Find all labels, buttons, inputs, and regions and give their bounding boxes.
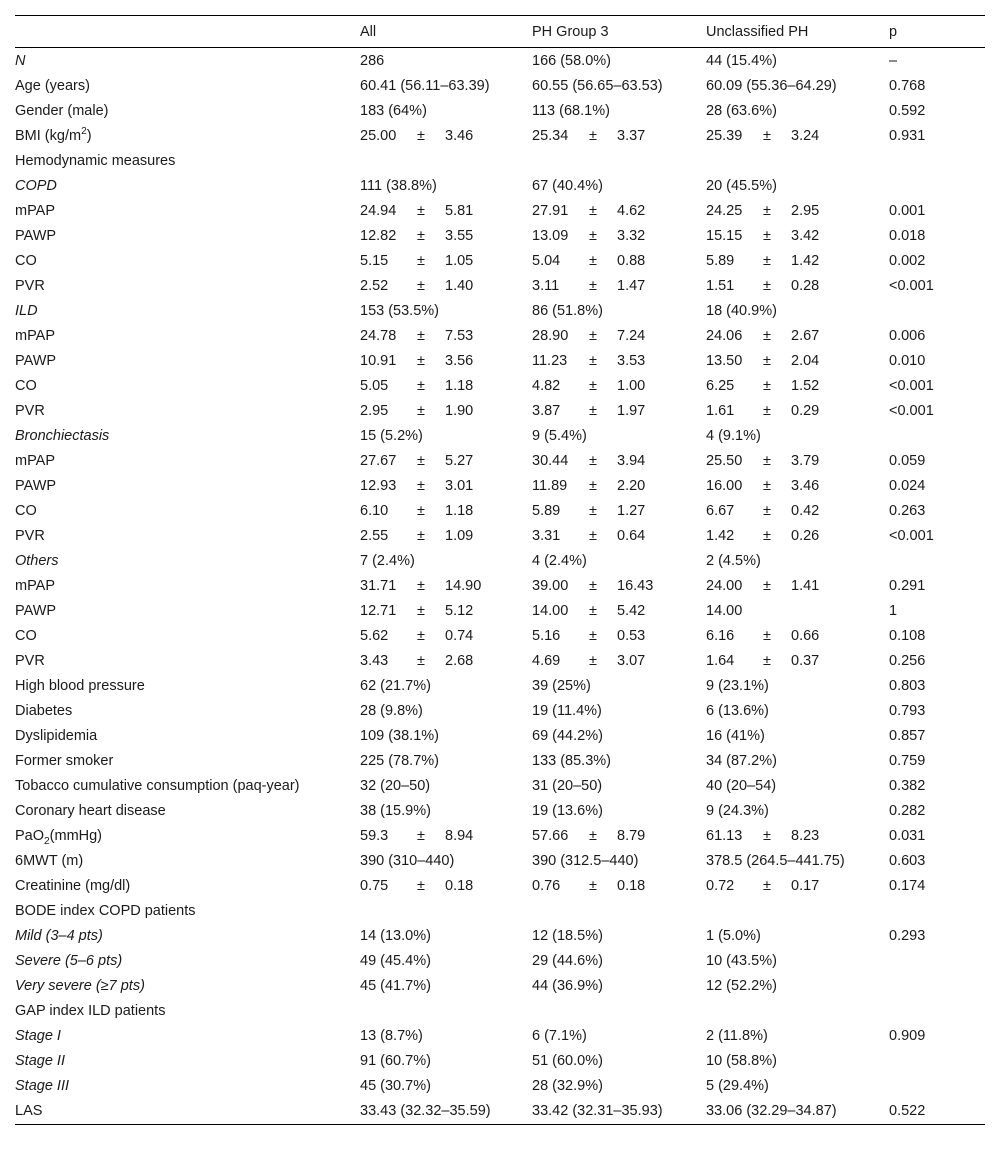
cell-ph-group-3: 3.31 ± 0.64: [532, 527, 646, 544]
cell-p-value: 0.382: [889, 777, 926, 794]
table-row: [15, 123, 985, 148]
row-label: Very severe (≥7 pts): [15, 977, 145, 994]
cell-ph-group-3: 19 (11.4%): [532, 702, 602, 719]
cell-unclassified-ph: 9 (23.1%): [706, 677, 769, 694]
cell-ph-group-3: 60.55 (56.65–63.53): [532, 77, 663, 94]
table-row: [15, 198, 985, 223]
cell-unclassified-ph: 10 (58.8%): [706, 1052, 777, 1069]
cell-p-value: [889, 423, 985, 448]
row-label: Former smoker: [15, 752, 114, 769]
cell-ph-group-3: 19 (13.6%): [532, 802, 603, 819]
table-row: [15, 1023, 985, 1048]
header-unclassified-ph: Unclassified PH: [706, 24, 809, 40]
cell-ph-group-3: 12 (18.5%): [532, 927, 603, 944]
cell-all: 12.82 ± 3.55: [360, 227, 474, 244]
cell-all: 5.05 ± 1.18: [360, 377, 474, 394]
cell-unclassified-ph: 12 (52.2%): [706, 977, 777, 994]
cell-unclassified-ph: 40 (20–54): [706, 777, 777, 794]
cell-all: 225 (78.7%): [360, 752, 439, 769]
cell-all: 2.95 ± 1.90: [360, 402, 474, 419]
cell-all: 38 (15.9%): [360, 802, 431, 819]
cell-ph-group-3: 33.42 (32.31–35.93): [532, 1102, 663, 1119]
cell-unclassified-ph: 6.25 ± 1.52: [706, 377, 820, 394]
cell-all: 6.10 ± 1.18: [360, 502, 474, 519]
cell-all: 2.52 ± 1.40: [360, 277, 474, 294]
row-label: ILD: [15, 302, 38, 319]
cell-all: 15 (5.2%): [360, 427, 423, 444]
cell-ph-group-3: 86 (51.8%): [532, 302, 603, 319]
cell-all: 5.15 ± 1.05: [360, 252, 474, 269]
header-row: [15, 16, 985, 48]
cell-all: 24.78 ± 7.53: [360, 327, 474, 344]
cell-unclassified-ph: 20 (45.5%): [706, 177, 777, 194]
table-row: [15, 273, 985, 298]
table-row: [15, 223, 985, 248]
table-row: [15, 923, 985, 948]
cell-all: [360, 998, 532, 1023]
row-label: BMI $(kg/m^2)$: [15, 125, 92, 144]
cell-ph-group-3: 13.09 ± 3.32: [532, 227, 646, 244]
cell-ph-group-3: 29 (44.6%): [532, 952, 603, 969]
header-ph-group-3: PH Group 3: [532, 24, 609, 40]
cell-unclassified-ph: 25.50 ± 3.79: [706, 452, 820, 469]
cell-all: 286: [360, 52, 385, 69]
cell-all: 59.3 ± 8.94: [360, 827, 474, 844]
row-label: PAWP: [15, 477, 57, 494]
cell-unclassified-ph: 44 (15.4%): [706, 52, 777, 69]
cell-unclassified-ph: 16 (41%): [706, 727, 765, 744]
row-label: Creatinine (mg/dl): [15, 877, 131, 894]
cell-p-value: 0.031: [889, 827, 926, 844]
row-label: N: [15, 52, 26, 69]
cell-unclassified-ph: 24.00 ± 1.41: [706, 577, 820, 594]
table-row: [15, 748, 985, 773]
table-row: [15, 573, 985, 598]
cell-ph-group-3: 39 (25%): [532, 677, 591, 694]
cell-unclassified-ph: 18 (40.9%): [706, 302, 777, 319]
row-label: COPD: [15, 177, 57, 194]
cell-unclassified-ph: 34 (87.2%): [706, 752, 777, 769]
row-label: CO: [15, 627, 37, 644]
cell-p-value: 0.603: [889, 852, 926, 869]
cell-p-value: [889, 1073, 985, 1098]
cell-unclassified-ph: 6 (13.6%): [706, 702, 769, 719]
table-row: [15, 98, 985, 123]
table-row: [15, 998, 985, 1023]
row-label: Stage II: [15, 1052, 65, 1069]
table-row: [15, 698, 985, 723]
table-row: [15, 1098, 985, 1124]
cell-p-value: 0.059: [889, 452, 926, 469]
cell-unclassified-ph: 16.00 ± 3.46: [706, 477, 820, 494]
cell-ph-group-3: 9 (5.4%): [532, 427, 587, 444]
cell-ph-group-3: 6 (7.1%): [532, 1027, 587, 1044]
cell-unclassified-ph: 5 (29.4%): [706, 1077, 769, 1094]
cell-ph-group-3: 113 (68.1%): [532, 102, 610, 119]
cell-unclassified-ph: 10 (43.5%): [706, 952, 777, 969]
cell-all: 10.91 ± 3.56: [360, 352, 474, 369]
cell-all: 91 (60.7%): [360, 1052, 431, 1069]
cell-all: 13 (8.7%): [360, 1027, 423, 1044]
cell-ph-group-3: 5.89 ± 1.27: [532, 502, 646, 519]
cell-ph-group-3: 25.34 ± 3.37: [532, 127, 646, 144]
cell-all: [360, 148, 532, 173]
row-label: mPAP: [15, 327, 56, 344]
cell-all: 60.41 (56.11–63.39): [360, 77, 490, 94]
row-label: Stage I: [15, 1027, 61, 1044]
row-label: LAS: [15, 1102, 43, 1119]
cell-all: 24.94 ± 5.81: [360, 202, 474, 219]
cell-ph-group-3: 390 (312.5–440): [532, 852, 639, 869]
cell-ph-group-3: 30.44 ± 3.94: [532, 452, 646, 469]
cell-unclassified-ph: 1 (5.0%): [706, 927, 761, 944]
cell-p-value: [889, 298, 985, 323]
cell-ph-group-3: 133 (85.3%): [532, 752, 611, 769]
row-label: PAWP: [15, 602, 57, 619]
cell-ph-group-3: 67 (40.4%): [532, 177, 603, 194]
table-row: [15, 1048, 985, 1073]
cell-unclassified-ph: 24.06 ± 2.67: [706, 327, 820, 344]
row-label: Bronchiectasis: [15, 427, 110, 444]
table-row: [15, 873, 985, 898]
row-label: Coronary heart disease: [15, 802, 166, 819]
row-label: Gender (male): [15, 102, 109, 119]
cell-all: 31.71 ± 14.90: [360, 577, 482, 594]
cell-ph-group-3: 11.23 ± 3.53: [532, 352, 646, 369]
header-all: All: [360, 24, 377, 40]
table-row: [15, 73, 985, 98]
row-label: PAWP: [15, 352, 57, 369]
cell-p-value: 0.293: [889, 927, 926, 944]
cell-p-value: 0.931: [889, 127, 926, 144]
cell-unclassified-ph: 9 (24.3%): [706, 802, 769, 819]
table-row: [15, 548, 985, 573]
cell-ph-group-3: 14.00 ± 5.42: [532, 602, 646, 619]
cell-ph-group-3: 4.69 ± 3.07: [532, 652, 646, 669]
cell-p-value: [889, 148, 985, 173]
cell-unclassified-ph: 1.51 ± 0.28: [706, 277, 820, 294]
cell-ph-group-3: 57.66 ± 8.79: [532, 827, 646, 844]
table-row: [15, 823, 985, 848]
cell-p-value: 0.291: [889, 577, 926, 594]
cell-unclassified-ph: 24.25 ± 2.95: [706, 202, 820, 219]
cell-all: 111 (38.8%): [360, 177, 437, 194]
cell-ph-group-3: 3.11 ± 1.47: [532, 277, 646, 294]
cell-all: 7 (2.4%): [360, 552, 415, 569]
cell-all: 45 (41.7%): [360, 977, 431, 994]
table-row: [15, 1073, 985, 1098]
row-label: PVR: [15, 402, 45, 419]
table-row: [15, 973, 985, 998]
cell-unclassified-ph: 61.13 ± 8.23: [706, 827, 820, 844]
cell-p-value: 0.018: [889, 227, 926, 244]
cell-p-value: 0.010: [889, 352, 926, 369]
cell-all: 153 (53.5%): [360, 302, 439, 319]
row-label: Others: [15, 552, 59, 569]
cell-p-value: 0.174: [889, 877, 926, 894]
cell-p-value: 0.909: [889, 1027, 926, 1044]
cell-p-value: 0.759: [889, 752, 926, 769]
cell-unclassified-ph: 60.09 (55.36–64.29): [706, 77, 837, 94]
row-label: PVR: [15, 527, 45, 544]
cell-ph-group-3: 28 (32.9%): [532, 1077, 603, 1094]
cell-p-value: 0.006: [889, 327, 926, 344]
cell-ph-group-3: 0.76 ± 0.18: [532, 877, 646, 894]
cell-unclassified-ph: 4 (9.1%): [706, 427, 761, 444]
cell-all: 12.71 ± 5.12: [360, 602, 474, 619]
cell-ph-group-3: 11.89 ± 2.20: [532, 477, 646, 494]
cell-unclassified-ph: 6.16 ± 0.66: [706, 627, 820, 644]
header-label: [15, 16, 360, 48]
cell-all: 62 (21.7%): [360, 677, 431, 694]
cell-p-value: 0.001: [889, 202, 926, 219]
cell-all: 27.67 ± 5.27: [360, 452, 474, 469]
cell-all: 33.43 (32.32–35.59): [360, 1102, 491, 1119]
row-label: Mild (3–4 pts): [15, 927, 103, 944]
table-row: [15, 298, 985, 323]
cell-unclassified-ph: 5.89 ± 1.42: [706, 252, 820, 269]
cell-all: [360, 898, 532, 923]
cell-ph-group-3: 69 (44.2%): [532, 727, 603, 744]
cell-ph-group-3: [532, 998, 706, 1023]
cell-all: 49 (45.4%): [360, 952, 431, 969]
cell-ph-group-3: 44 (36.9%): [532, 977, 603, 994]
cell-p-value: <0.001: [889, 527, 934, 544]
cell-unclassified-ph: [706, 998, 889, 1023]
row-label: CO: [15, 252, 37, 269]
row-label: Dyslipidemia: [15, 727, 98, 744]
cell-unclassified-ph: 28 (63.6%): [706, 102, 777, 119]
table-row: [15, 248, 985, 273]
table-row: [15, 423, 985, 448]
cell-unclassified-ph: 2 (4.5%): [706, 552, 761, 569]
row-label: mPAP: [15, 452, 56, 469]
cell-p-value: [889, 973, 985, 998]
row-label: 6MWT (m): [15, 852, 84, 869]
table-row: [15, 523, 985, 548]
cell-p-value: <0.001: [889, 402, 934, 419]
cell-unclassified-ph: 25.39 ± 3.24: [706, 127, 820, 144]
cell-all: 25.00 ± 3.46: [360, 127, 474, 144]
table-row: [15, 673, 985, 698]
cell-all: 12.93 ± 3.01: [360, 477, 474, 494]
row-label: mPAP: [15, 202, 56, 219]
cell-all: 390 (310–440): [360, 852, 455, 869]
table-row: [15, 498, 985, 523]
cell-ph-group-3: 28.90 ± 7.24: [532, 327, 646, 344]
table-row: [15, 648, 985, 673]
cell-ph-group-3: [532, 898, 706, 923]
table-row: [15, 898, 985, 923]
table-row: [15, 323, 985, 348]
cell-all: 28 (9.8%): [360, 702, 423, 719]
row-label: Age (years): [15, 77, 90, 94]
cell-all: 32 (20–50): [360, 777, 431, 794]
row-label: Tobacco cumulative consumption (paq-year): [15, 777, 300, 794]
cell-ph-group-3: 5.16 ± 0.53: [532, 627, 646, 644]
table-row: [15, 398, 985, 423]
row-label: Severe (5–6 pts): [15, 952, 123, 969]
cell-all: 14 (13.0%): [360, 927, 431, 944]
table-row: [15, 598, 985, 623]
cell-ph-group-3: 166 (58.0%): [532, 52, 611, 69]
cell-ph-group-3: 27.91 ± 4.62: [532, 202, 646, 219]
cell-ph-group-3: 3.87 ± 1.97: [532, 402, 646, 419]
row-label: CO: [15, 377, 37, 394]
cell-p-value: [889, 548, 985, 573]
row-label: PaO$_2$(mmHg): [15, 827, 103, 847]
table-row: [15, 723, 985, 748]
table-row: [15, 773, 985, 798]
cell-p-value: 0.256: [889, 652, 926, 669]
cell-all: 183 (64%): [360, 102, 427, 119]
cell-unclassified-ph: 33.06 (32.29–34.87): [706, 1102, 837, 1119]
row-label: PVR: [15, 277, 45, 294]
cell-p-value: 1: [889, 602, 898, 619]
header-p-value: p: [889, 24, 898, 40]
cell-unclassified-ph: 1.61 ± 0.29: [706, 402, 820, 419]
table-row: [15, 48, 985, 74]
cell-all: 0.75 ± 0.18: [360, 877, 474, 894]
cell-all: 45 (30.7%): [360, 1077, 431, 1094]
cell-p-value: <0.001: [889, 377, 934, 394]
cell-unclassified-ph: 15.15 ± 3.42: [706, 227, 820, 244]
cell-p-value: 0.263: [889, 502, 926, 519]
cell-unclassified-ph: 1.42 ± 0.26: [706, 527, 820, 544]
table-row: [15, 623, 985, 648]
table-row: [15, 948, 985, 973]
table-row: [15, 448, 985, 473]
cell-unclassified-ph: 13.50 ± 2.04: [706, 352, 820, 369]
cell-ph-group-3: 4 (2.4%): [532, 552, 587, 569]
cell-p-value: –: [889, 52, 898, 69]
cell-p-value: 0.768: [889, 77, 926, 94]
cell-unclassified-ph: 0.72 ± 0.17: [706, 877, 820, 894]
row-label: Diabetes: [15, 702, 73, 719]
table-body: [15, 48, 985, 1125]
row-label: High blood pressure: [15, 677, 145, 694]
row-label: GAP index ILD patients: [15, 1002, 166, 1019]
cell-p-value: 0.522: [889, 1102, 926, 1119]
row-label: Hemodynamic measures: [15, 152, 176, 169]
row-label: Stage III: [15, 1077, 70, 1094]
cell-p-value: 0.108: [889, 627, 926, 644]
table-row: [15, 798, 985, 823]
cell-unclassified-ph: 2 (11.8%): [706, 1027, 768, 1044]
cell-p-value: <0.001: [889, 277, 934, 294]
cell-unclassified-ph: 1.64 ± 0.37: [706, 652, 820, 669]
cell-p-value: 0.002: [889, 252, 926, 269]
cell-ph-group-3: 4.82 ± 1.00: [532, 377, 646, 394]
cell-ph-group-3: 51 (60.0%): [532, 1052, 603, 1069]
table-row: [15, 373, 985, 398]
table-row: [15, 848, 985, 873]
cell-p-value: [889, 998, 985, 1023]
cell-p-value: 0.592: [889, 102, 926, 119]
cell-ph-group-3: 31 (20–50): [532, 777, 603, 794]
cell-unclassified-ph: 6.67 ± 0.42: [706, 502, 820, 519]
cell-p-value: [889, 948, 985, 973]
cell-ph-group-3: [532, 148, 706, 173]
cell-p-value: 0.024: [889, 477, 926, 494]
cell-ph-group-3: 39.00 ± 16.43: [532, 577, 654, 594]
cell-unclassified-ph: [706, 148, 889, 173]
cell-ph-group-3: 5.04 ± 0.88: [532, 252, 646, 269]
cell-p-value: 0.803: [889, 677, 926, 694]
table-row: [15, 148, 985, 173]
row-label: mPAP: [15, 577, 56, 594]
cell-p-value: [889, 898, 985, 923]
cell-p-value: [889, 1048, 985, 1073]
cell-unclassified-ph: [706, 898, 889, 923]
cell-p-value: 0.857: [889, 727, 926, 744]
row-label: PVR: [15, 652, 45, 669]
cell-p-value: 0.282: [889, 802, 926, 819]
characteristics-table: [15, 15, 985, 1125]
cell-p-value: 0.793: [889, 702, 926, 719]
cell-unclassified-ph: 378.5 (264.5–441.75): [706, 852, 845, 869]
table-row: [15, 473, 985, 498]
cell-all: 2.55 ± 1.09: [360, 527, 474, 544]
row-label: CO: [15, 502, 37, 519]
table-row: [15, 348, 985, 373]
table-row: [15, 173, 985, 198]
cell-all: 109 (38.1%): [360, 727, 439, 744]
cell-all: 3.43 ± 2.68: [360, 652, 474, 669]
cell-all: 5.62 ± 0.74: [360, 627, 474, 644]
row-label: BODE index COPD patients: [15, 902, 196, 919]
cell-unclassified-ph: 14.00: [706, 602, 743, 619]
cell-p-value: [889, 173, 985, 198]
row-label: PAWP: [15, 227, 57, 244]
